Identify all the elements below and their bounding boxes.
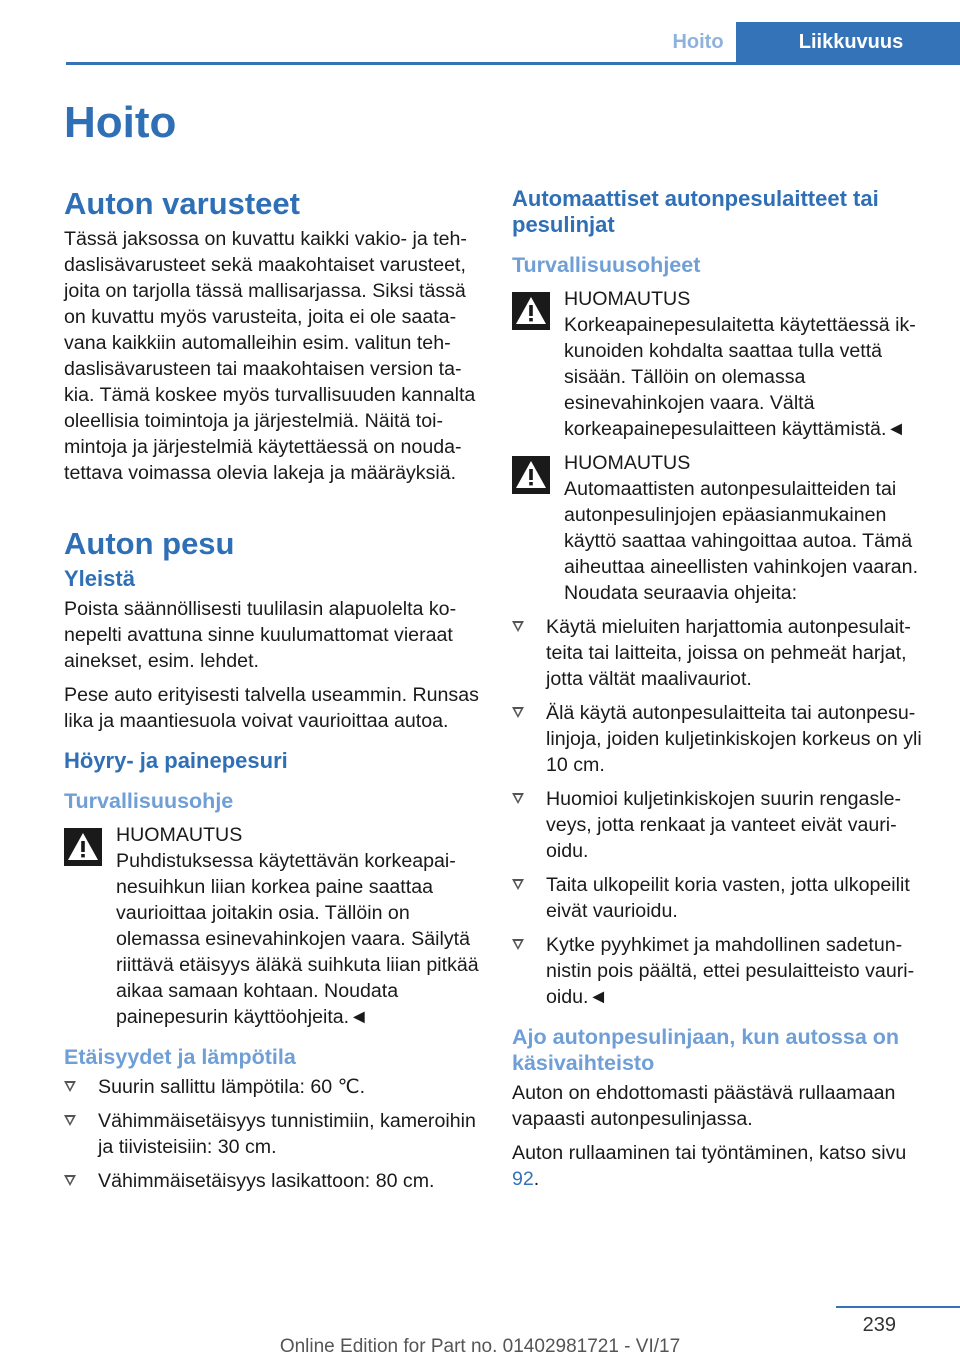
bullet-triangle-icon xyxy=(512,879,524,890)
page-title: Hoito xyxy=(64,98,177,147)
heading-automaattiset-pesulaitteet: Automaattiset autonpesulaitteet tai pesulinjat xyxy=(512,186,879,237)
heading-yleista: Yleistä xyxy=(64,566,135,591)
warning-box xyxy=(64,822,480,1030)
warning-triangle-icon xyxy=(512,292,550,330)
right-column xyxy=(512,186,926,1200)
list-item: Kytke pyyhkimet ja mahdollinen sadetunnistin pois päältä, ettei pesulaitteisto vaurioidu.◄ xyxy=(512,932,926,1010)
footer-edition-text: Online Edition for Part no. 01402981721 - VI/17 xyxy=(279,1336,681,1357)
warning-title: HUOMAUTUS xyxy=(564,288,691,310)
bullet-triangle-icon xyxy=(512,707,524,718)
warning-title: HUOMAUTUS xyxy=(116,824,243,846)
list-item: Huomioi kuljetinkiskojen suurin rengasleveys, jotta renkaat ja vanteet eivät vaurioidu. xyxy=(512,786,926,864)
page-number: 239 xyxy=(862,1314,896,1336)
warning-box xyxy=(512,286,926,442)
heading-hoyry-painepesuri: Höyry- ja painepesuri xyxy=(64,748,288,773)
left-column xyxy=(64,186,480,1202)
bullet-triangle-icon xyxy=(512,621,524,632)
list-item: Taita ulkopeilit koria vasten, jotta ulkopeilit eivät vaurioidu. xyxy=(512,872,926,924)
footer-divider xyxy=(836,1306,960,1308)
list-item: Vähimmäisetäisyys tunnistimiin, kameroihin ja tiivisteisiin: 30 cm. xyxy=(64,1108,480,1160)
paragraph-ajo-2: Auton rullaaminen tai työntäminen, katso sivu 92. xyxy=(512,1142,907,1190)
heading-turvallisuusohje: Turvallisuusohje xyxy=(64,789,234,813)
header-chapter-liikkuvuus[interactable]: Liikkuvuus xyxy=(736,22,960,62)
warning-box xyxy=(512,450,926,606)
heading-turvallisuusohjeet: Turvallisuusohjeet xyxy=(512,253,701,277)
bullet-triangle-icon xyxy=(512,793,524,804)
warning-text: Korkeapainepesulaitetta käytettäessä ikkunoiden kohdalta saattaa tulla vettä sisään. Tällöin on olemassa esinevahinkojen vaara. Vältä korkeapainepesulaitteen käyttämistä.◄ xyxy=(564,314,916,440)
heading-ajo-autonpesulinjaan: Ajo autonpesulinjaan, kun autossa on käsivaihteisto xyxy=(512,1025,900,1075)
warning-triangle-icon xyxy=(64,828,102,866)
bullet-triangle-icon xyxy=(64,1081,76,1092)
list-item: Suurin sallittu lämpötila: 60 ℃. xyxy=(64,1074,480,1100)
bullet-triangle-icon xyxy=(64,1175,76,1186)
section-title-auton-pesu: Auton pesu xyxy=(64,526,235,561)
section-title-auton-varusteet: Auton varusteet xyxy=(64,186,300,221)
page-reference-link[interactable]: 92 xyxy=(512,1168,534,1190)
header-section-hoito[interactable]: Hoito xyxy=(672,31,724,53)
bullet-list-etaisyydet xyxy=(64,1074,480,1194)
bullet-list-pesulinja-ohjeet xyxy=(512,614,926,1010)
warning-triangle-icon xyxy=(512,456,550,494)
warning-text: Puhdistuksessa käytettävän korkeapainesuihkun liian korkea paine saattaa vaurioittaa joitakin osia. Tällöin on olemassa esinevahinkojen vaara. Säilytä riittävä etäisyys äläkä suihkuta liian pitkää aikaa samaan kohtaan. Noudata painepesurin käyttöohjeita.◄ xyxy=(116,850,479,1028)
warning-title: HUOMAUTUS xyxy=(564,452,691,474)
bullet-triangle-icon xyxy=(64,1115,76,1126)
paragraph-yleista-2: Pese auto erityisesti talvella useammin. Runsas lika ja maantiesuola voivat vaurioittaa autoa. xyxy=(64,684,479,732)
list-item: Vähimmäisetäisyys lasikattoon: 80 cm. xyxy=(64,1168,480,1194)
warning-text: Automaattisten autonpesulaitteiden tai autonpesulinjojen epäasianmukainen käyttö saattaa vahingoittaa autoa. Tämä aiheuttaa aineellisten vahinkojen vaaran. Noudata seuraavia ohjeita: xyxy=(564,478,919,604)
page-header xyxy=(66,22,960,65)
paragraph-ajo-1: Auton on ehdottomasti päästävä rullaamaan vapaasti autonpesulinjassa. xyxy=(512,1082,896,1130)
heading-etaisyydet-lampotila: Etäisyydet ja lämpötila xyxy=(64,1045,296,1069)
paragraph-varusteet: Tässä jaksossa on kuvattu kaikki vakio- ja tehdaslisävarusteet sekä maakohtaiset varusteet, joita on tarjolla tässä mallisarjassa. Siksi tässä on kuvattu myös varusteita, joita ei ole saatavana kaikkiin automalleihin esim. valitun tehdaslisävarusteen tai maakohtaisen version takia. Tämä koskee myös turvallisuuden kannalta oleellisia toimintoja ja järjestelmiä. Näitä toimintoja ja järjestelmiä käytettäessä on noudatettava voimassa olevia lakeja ja määräyksiä. xyxy=(64,228,476,484)
list-item: Käytä mieluiten harjattomia autonpesulaitteita tai laitteita, joissa on pehmeät harjat, jotta vältät maalivauriot. xyxy=(512,614,926,692)
bullet-triangle-icon xyxy=(512,939,524,950)
list-item: Älä käytä autonpesulaitteita tai autonpesulinjoja, joiden kuljetinkiskojen korkeus on yli 10 cm. xyxy=(512,700,926,778)
paragraph-yleista-1: Poista säännöllisesti tuulilasin alapuolelta konepelti avattuna sinne kuulumattomat vieraat ainekset, esim. lehdet. xyxy=(64,598,457,672)
